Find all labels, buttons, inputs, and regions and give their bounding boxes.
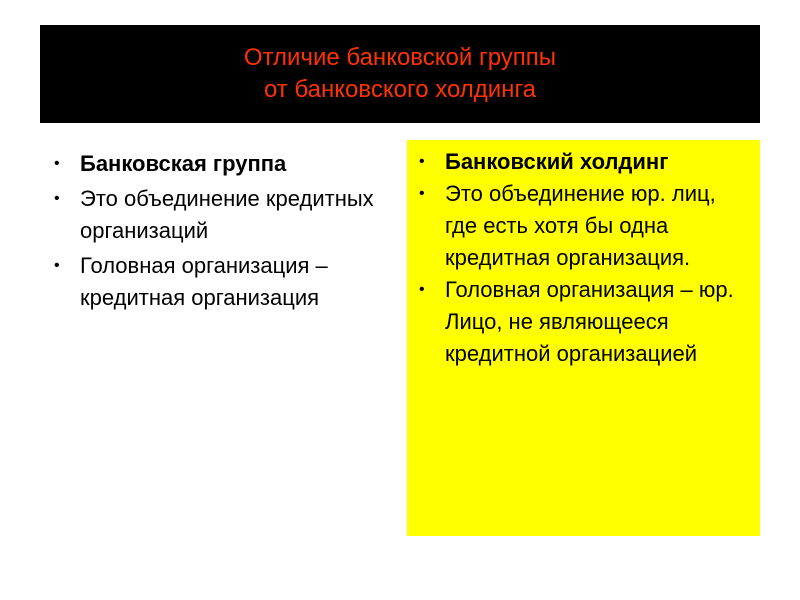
bullet-icon: • xyxy=(54,257,60,274)
left-item-definition xyxy=(54,183,392,247)
bullet-icon: • xyxy=(419,153,425,170)
right-definition-text: Это объединение юр. лиц, где есть хотя бы одна кредитная организация. xyxy=(445,181,716,270)
right-item-heading xyxy=(419,146,752,178)
title-line-2: от банковского холдинга xyxy=(263,76,537,103)
bullet-icon: • xyxy=(54,155,60,172)
left-head-org-text: Головная организация – кредитная организация xyxy=(80,253,328,310)
right-column-highlight xyxy=(407,140,760,536)
right-bullet-list xyxy=(419,146,752,370)
right-head-org-text: Головная организация – юр. Лицо, не являющееся кредитной организацией xyxy=(445,277,734,366)
left-definition-text: Это объединение кредитных организаций xyxy=(80,186,374,243)
left-bullet-list xyxy=(54,148,392,314)
title-line-1: Отличие банковской группы xyxy=(243,44,557,71)
bullet-icon: • xyxy=(419,281,425,298)
right-item-head-org xyxy=(419,274,752,370)
left-item-head-org xyxy=(54,250,392,314)
title-bar xyxy=(40,25,760,123)
bullet-icon: • xyxy=(54,190,60,207)
left-column xyxy=(40,140,392,536)
right-heading-text: Банковский холдинг xyxy=(445,149,669,174)
bullet-icon: • xyxy=(419,185,425,202)
right-item-definition xyxy=(419,178,752,274)
left-item-heading xyxy=(54,148,392,180)
left-heading-text: Банковская группа xyxy=(80,151,287,176)
